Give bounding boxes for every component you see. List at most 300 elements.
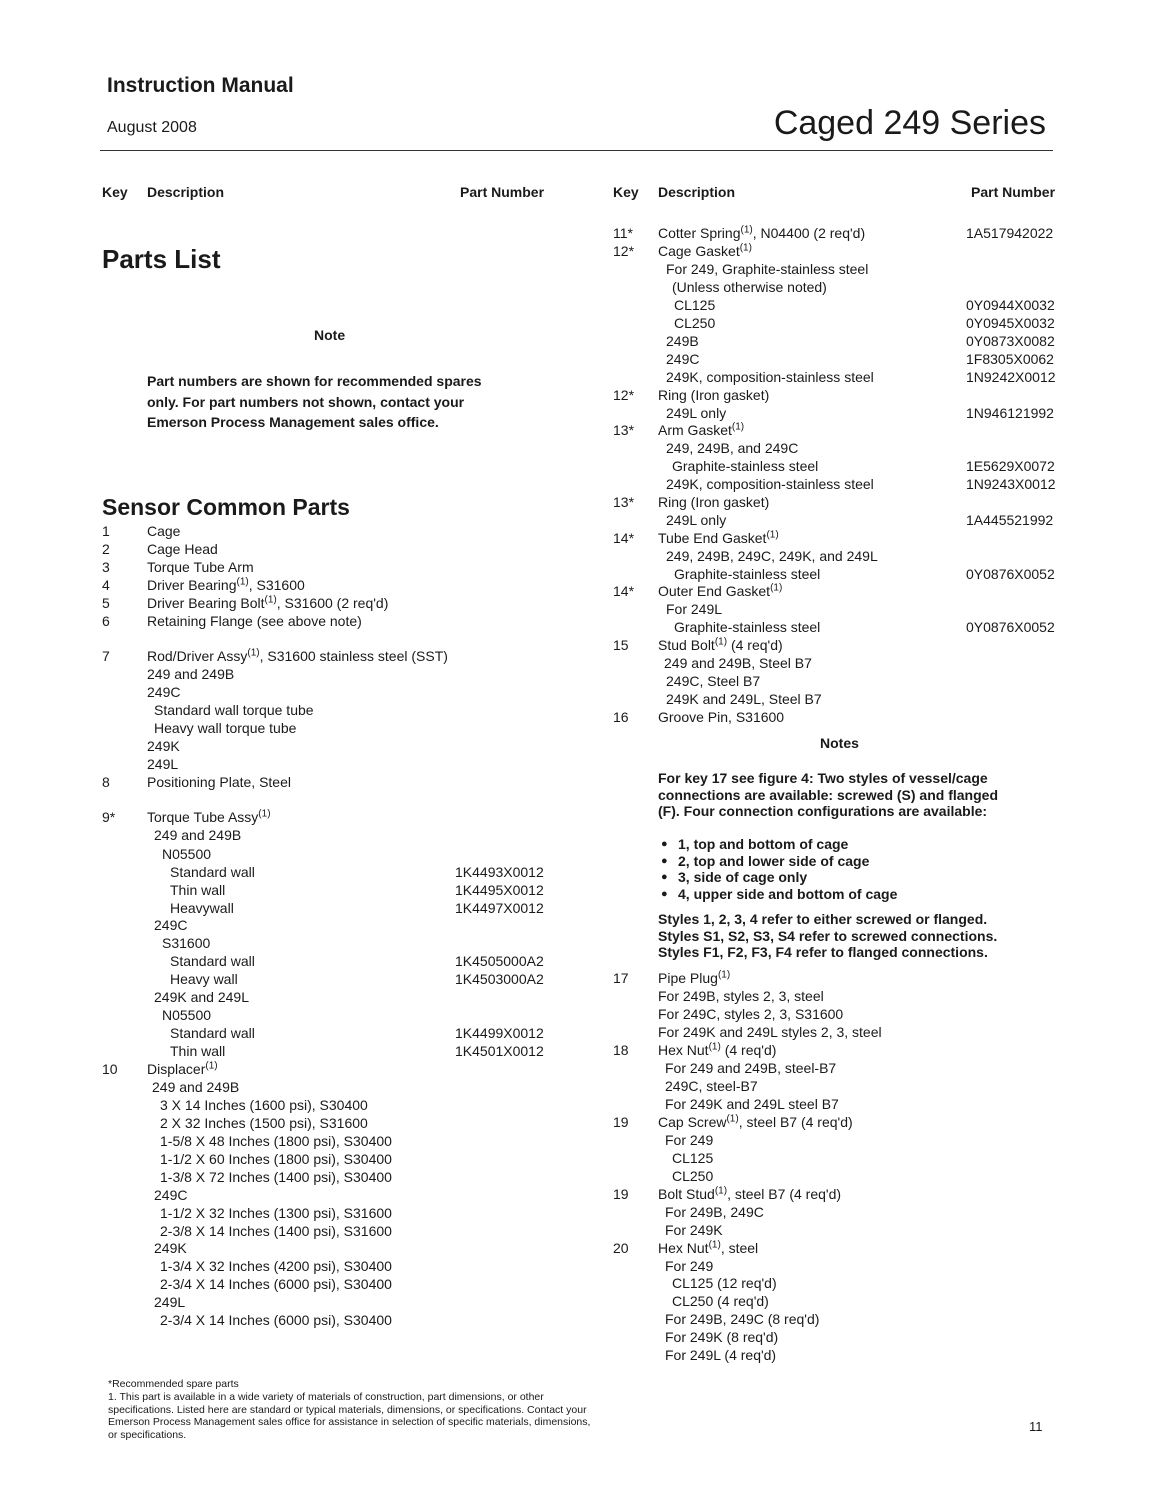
row-part-number: 1N946121992	[966, 405, 1054, 421]
footnote-ref: (1)	[258, 808, 271, 820]
left-description-header: Description	[147, 184, 225, 200]
footnote-ref: (1)	[717, 969, 731, 981]
table-row	[102, 1186, 555, 1204]
row-description	[672, 1149, 713, 1167]
row-part-number: 0Y0944X0032	[966, 297, 1055, 313]
row-description-suffix: , steel	[720, 1240, 759, 1256]
row-part-number: 0Y0876X0052	[966, 566, 1055, 582]
table-row	[613, 987, 1066, 1005]
row-key: 11*	[613, 225, 633, 241]
row-description-suffix: , S31600 (2 req'd)	[276, 595, 389, 611]
row-description	[666, 600, 722, 618]
footnote-ref: (1)	[731, 421, 745, 433]
row-description	[658, 386, 769, 404]
table-row	[613, 618, 1066, 636]
table-row	[102, 701, 555, 719]
row-description-text: Stud Bolt	[658, 637, 715, 653]
table-row	[102, 934, 555, 952]
table-row	[102, 899, 555, 917]
row-description	[666, 511, 726, 529]
table-row	[613, 278, 1066, 296]
table-row	[613, 969, 1066, 987]
row-description	[160, 1168, 392, 1186]
table-row	[102, 970, 555, 988]
footnote-ref: (1)	[247, 647, 260, 659]
connection-config-item: ● 2, top and lower side of cage	[658, 853, 1018, 870]
table-row	[613, 1257, 1066, 1275]
table-row	[102, 683, 555, 701]
row-description-text: Driver Bearing Bolt	[147, 595, 265, 611]
row-description-text: 249L	[154, 1294, 186, 1310]
row-description-text: For 249	[665, 1258, 714, 1274]
left-part-number-header: Part Number	[460, 184, 545, 200]
row-key: 8	[102, 774, 110, 790]
row-description-text: For 249B, styles 2, 3, steel	[658, 988, 824, 1004]
table-row	[613, 708, 1066, 726]
table-row	[102, 1311, 555, 1329]
table-row	[102, 665, 555, 683]
footnote-ref: (1)	[714, 1185, 728, 1197]
connection-config-item: ● 3, side of cage only	[658, 869, 1018, 886]
row-description	[160, 1150, 392, 1168]
row-key: 14*	[613, 530, 635, 546]
footnote-ref: (1)	[726, 1113, 739, 1125]
right-part-number-header: Part Number	[971, 184, 1056, 200]
notes-paragraph-1: For key 17 see figure 4: Two styles of vessel/cage connections are available: screwed (S) and flanged (F). Four connection configurations are available:	[658, 770, 998, 819]
row-key: 14*	[613, 583, 635, 599]
row-description	[658, 493, 769, 511]
table-row	[613, 582, 1066, 600]
row-description	[672, 278, 827, 296]
row-description	[160, 1311, 392, 1329]
table-row	[613, 296, 1066, 314]
row-key: 3	[102, 559, 110, 575]
row-key: 15	[613, 637, 629, 653]
publication-date: August 2008	[107, 119, 197, 136]
table-row	[102, 647, 555, 665]
row-key: 19	[613, 1186, 629, 1202]
row-description-text: Thin wall	[170, 882, 226, 898]
table-row	[613, 1203, 1066, 1221]
table-row	[102, 1024, 555, 1042]
row-description-text: Rod/Driver Assy	[147, 648, 248, 664]
row-part-number: 1K4499X0012	[455, 1025, 544, 1041]
table-row	[102, 755, 555, 773]
row-description	[666, 672, 760, 690]
row-description-text: Hex Nut	[658, 1240, 709, 1256]
row-description	[170, 899, 234, 917]
row-description	[170, 1024, 255, 1042]
table-row	[102, 1150, 555, 1168]
row-part-number: 1N9243X0012	[966, 476, 1056, 492]
row-description	[658, 242, 752, 260]
table-row	[102, 540, 555, 558]
row-description-text: 249C	[154, 917, 188, 933]
row-description-text: 249 and 249B, Steel B7	[664, 655, 812, 671]
table-row	[102, 594, 555, 612]
table-row	[613, 1059, 1066, 1077]
row-description-text: Retaining Flange (see above note)	[147, 613, 362, 629]
row-description-text: Standard wall	[170, 864, 255, 880]
table-row	[613, 1185, 1066, 1203]
row-key: 20	[613, 1240, 629, 1256]
row-description-text: For 249K	[665, 1222, 723, 1238]
table-row	[613, 457, 1066, 475]
row-key: 7	[102, 648, 110, 664]
row-description	[162, 1006, 211, 1024]
row-key: 2	[102, 541, 110, 557]
notes-paragraph-2: Styles 1, 2, 3, 4 refer to either screwed or flanged. Styles S1, S2, S3, S4 refer to screwed connections. Styles F1, F2, F3, F4 refer to flanged connections.	[658, 911, 998, 960]
row-description-text: CL250	[672, 1168, 714, 1184]
row-description-text: 249 and 249B	[147, 666, 235, 682]
row-description-text: 249 and 249B	[152, 1079, 240, 1095]
row-description	[154, 719, 296, 737]
row-description	[665, 1059, 836, 1077]
table-row	[102, 522, 555, 540]
table-row	[613, 1167, 1066, 1185]
row-description	[666, 368, 874, 386]
row-description	[170, 1042, 225, 1060]
table-row	[613, 332, 1066, 350]
table-row	[102, 612, 555, 630]
row-description	[672, 1167, 713, 1185]
manual-label: Instruction Manual	[107, 74, 294, 97]
page-number: 11	[1029, 1419, 1043, 1434]
row-description	[666, 475, 874, 493]
table-row	[613, 1095, 1066, 1113]
row-description-text: For 249C, styles 2, 3, S31600	[658, 1006, 844, 1022]
row-description-text: N05500	[162, 1007, 212, 1023]
row-description	[674, 618, 820, 636]
table-row	[613, 565, 1066, 583]
table-row	[613, 672, 1066, 690]
row-description-suffix: , steel B7 (4 req'd)	[727, 1186, 842, 1202]
row-description	[147, 558, 254, 576]
row-description	[147, 683, 180, 701]
row-description-text: 2 X 32 Inches (1500 psi), S31600	[160, 1115, 368, 1131]
row-description	[160, 1114, 368, 1132]
table-row	[613, 386, 1066, 404]
row-description-text: Heavy wall torque tube	[154, 720, 297, 736]
row-key: 17	[613, 970, 629, 986]
row-description-text: 3 X 14 Inches (1600 psi), S30400	[160, 1097, 368, 1113]
table-row	[613, 314, 1066, 332]
row-description	[674, 296, 715, 314]
row-description-text: CL125	[674, 297, 716, 313]
row-description-text: 249C	[154, 1187, 188, 1203]
header-divider	[100, 150, 1053, 151]
row-description-text: For 249L	[666, 601, 723, 617]
row-description	[665, 1328, 778, 1346]
table-row	[102, 1275, 555, 1293]
row-description-text: 2-3/4 X 14 Inches (6000 psi), S30400	[160, 1312, 392, 1328]
row-description-text: 249, 249B, and 249C	[666, 440, 799, 456]
row-description-text: Thin wall	[170, 1043, 226, 1059]
row-description-text: Graphite-stainless steel	[674, 619, 821, 635]
row-part-number: 0Y0945X0032	[966, 315, 1055, 331]
row-description-suffix: (4 req'd)	[727, 637, 783, 653]
row-description-text: 249 and 249B	[154, 827, 242, 843]
row-description	[147, 540, 218, 558]
table-row	[102, 988, 555, 1006]
row-description	[666, 260, 868, 278]
row-description	[147, 755, 178, 773]
row-description-text: 249C, steel-B7	[665, 1078, 758, 1094]
row-description-suffix: , S31600	[248, 577, 305, 593]
row-description-text: Driver Bearing	[147, 577, 237, 593]
row-description-text: Heavy wall	[170, 971, 238, 987]
row-part-number: 1K4503000A2	[455, 971, 544, 987]
footnote	[108, 1378, 598, 1442]
row-description-text: Cage Gasket	[658, 243, 740, 259]
row-description-text: Positioning Plate, Steel	[147, 774, 291, 790]
connection-config-item: ● 4, upper side and bottom of cage	[658, 886, 1018, 903]
sensor-common-parts-title: Sensor Common Parts	[102, 494, 350, 520]
row-description	[147, 576, 305, 594]
row-part-number: 0Y0876X0052	[966, 619, 1055, 635]
row-key: 12*	[613, 243, 635, 259]
row-part-number: 1K4495X0012	[455, 882, 544, 898]
row-description-suffix: , N04400 (2 req'd)	[752, 225, 866, 241]
row-key: 19	[613, 1114, 629, 1130]
row-description-text: Torque Tube Assy	[147, 809, 259, 825]
row-description-text: Standard wall	[170, 953, 255, 969]
row-description	[672, 1292, 769, 1310]
row-description	[658, 421, 744, 439]
row-description	[658, 224, 865, 242]
row-description	[160, 1222, 392, 1240]
table-row	[102, 826, 555, 844]
row-description	[666, 350, 699, 368]
row-description-text: For 249	[665, 1132, 714, 1148]
row-description-text: 1-5/8 X 48 Inches (1800 psi), S30400	[160, 1133, 392, 1149]
table-row	[613, 1005, 1066, 1023]
row-key: 5	[102, 595, 110, 611]
table-row	[613, 529, 1066, 547]
table-row	[613, 654, 1066, 672]
row-part-number: 1K4497X0012	[455, 900, 544, 916]
footnote-ref: (1)	[264, 594, 277, 606]
row-part-number: 1K4493X0012	[455, 864, 544, 880]
table-row	[102, 1257, 555, 1275]
footnote-ref: (1)	[766, 529, 779, 541]
row-description-text: 249, 249B, 249C, 249K, and 249L	[666, 548, 878, 564]
row-description	[147, 773, 291, 791]
row-description	[658, 1185, 841, 1203]
row-description	[154, 1186, 187, 1204]
row-description-text: Heavywall	[170, 900, 234, 916]
row-description	[170, 881, 225, 899]
row-description	[154, 1239, 187, 1257]
row-description	[147, 1060, 218, 1078]
table-row	[102, 1239, 555, 1257]
row-description-text: 249L only	[666, 405, 727, 421]
table-row	[102, 1078, 555, 1096]
table-row	[613, 1328, 1066, 1346]
row-description	[674, 565, 820, 583]
row-key: 1	[102, 523, 110, 539]
row-description	[665, 1131, 713, 1149]
row-part-number: 1A517942022	[966, 225, 1054, 241]
row-description-text: Ring (Iron gasket)	[658, 494, 770, 510]
table-row	[102, 881, 555, 899]
row-description-text: Hex Nut	[658, 1042, 709, 1058]
row-description-text: 249K	[147, 738, 180, 754]
row-key: 10	[102, 1061, 118, 1077]
row-description-text: Standard wall	[170, 1025, 255, 1041]
row-description	[672, 457, 818, 475]
footnote-ref: (1)	[740, 224, 753, 236]
row-description-text: CL125 (12 req'd)	[672, 1275, 777, 1291]
table-row	[102, 1168, 555, 1186]
row-description-text: 249K, composition-stainless steel	[666, 369, 874, 385]
table-row	[613, 690, 1066, 708]
table-row	[613, 1346, 1066, 1364]
table-row	[613, 475, 1066, 493]
row-description-text: 1-1/2 X 60 Inches (1800 psi), S30400	[160, 1151, 392, 1167]
table-row	[102, 1096, 555, 1114]
row-description-text: 249C, Steel B7	[666, 673, 761, 689]
row-description	[666, 547, 878, 565]
row-part-number: 1E5629X0072	[966, 458, 1055, 474]
table-row	[102, 1222, 555, 1240]
row-description-text: For 249 and 249B, steel-B7	[665, 1060, 837, 1076]
table-row	[613, 1274, 1066, 1292]
row-description-text: 249C	[147, 684, 181, 700]
row-description	[665, 1257, 713, 1275]
row-description	[160, 1132, 392, 1150]
row-description-text: Groove Pin, S31600	[658, 709, 785, 725]
row-description-text: Arm Gasket	[658, 422, 732, 438]
table-row	[102, 916, 555, 934]
table-row	[613, 600, 1066, 618]
table-row	[102, 1006, 555, 1024]
row-description	[162, 934, 210, 952]
table-row	[613, 1113, 1066, 1131]
row-description	[666, 404, 726, 422]
footnote-ref: (1)	[739, 242, 752, 254]
row-description	[666, 439, 798, 457]
row-description	[665, 1310, 819, 1328]
table-row	[613, 1131, 1066, 1149]
row-description	[154, 701, 314, 719]
table-row	[102, 558, 555, 576]
row-description-text: 249K, composition-stainless steel	[666, 476, 874, 492]
row-description-text: Cage Head	[147, 541, 218, 557]
row-key: 4	[102, 577, 110, 593]
row-description-text: Outer End Gasket	[658, 583, 771, 599]
row-description-text: Displacer	[147, 1061, 206, 1077]
table-row	[613, 1023, 1066, 1041]
right-description-header: Description	[658, 184, 736, 200]
table-row	[102, 808, 555, 826]
table-row	[102, 773, 555, 791]
row-description-text: 2-3/8 X 14 Inches (1400 psi), S31600	[160, 1223, 392, 1239]
row-key: 16	[613, 709, 629, 725]
row-part-number: 1F8305X0062	[966, 351, 1054, 367]
row-description	[658, 1005, 843, 1023]
table-row	[613, 1221, 1066, 1239]
row-description	[674, 314, 715, 332]
table-row	[102, 737, 555, 755]
row-description-text: N05500	[162, 846, 212, 862]
row-description-suffix: , steel B7 (4 req'd)	[738, 1114, 853, 1130]
row-description	[147, 612, 362, 630]
footnote-ref: (1)	[205, 1060, 218, 1072]
row-key: 12*	[613, 387, 635, 403]
notes-heading: Notes	[820, 735, 859, 751]
row-description-text: 249L only	[666, 512, 727, 528]
table-row	[102, 952, 555, 970]
row-description	[665, 1221, 723, 1239]
row-description-text: Cotter Spring	[658, 225, 741, 241]
footnote-ref: (1)	[236, 576, 249, 588]
row-description-text: For 249K (8 req'd)	[665, 1329, 779, 1345]
table-row	[613, 1292, 1066, 1310]
row-description-text: For 249, Graphite-stainless steel	[666, 261, 869, 277]
row-description-text: Bolt Stud	[658, 1186, 715, 1202]
row-description	[147, 808, 271, 826]
table-row	[102, 719, 555, 737]
table-row	[102, 1204, 555, 1222]
document-title: Caged 249 Series	[773, 104, 1046, 142]
table-row	[613, 493, 1066, 511]
row-description-text: 249K and 249L	[154, 989, 249, 1005]
row-description-text: Tube End Gasket	[658, 530, 767, 546]
row-description	[665, 1095, 839, 1113]
table-row	[613, 242, 1066, 260]
note-body: Part numbers are shown for recommended spares only. For part numbers not shown, contact your Emerson Process Management sales office.	[147, 373, 482, 430]
row-description	[170, 970, 238, 988]
row-description-text: 249K and 249L, Steel B7	[666, 691, 822, 707]
row-description-text: For 249L (4 req'd)	[665, 1347, 777, 1363]
row-description-suffix: , S31600 stainless steel (SST)	[259, 648, 448, 664]
row-key: 13*	[613, 422, 635, 438]
table-row	[613, 1077, 1066, 1095]
row-description-text: CL250 (4 req'd)	[672, 1293, 769, 1309]
row-description	[658, 1023, 882, 1041]
row-description	[147, 647, 448, 665]
row-description	[658, 1239, 758, 1257]
row-key: 9*	[102, 809, 116, 825]
footnote-ref: (1)	[708, 1239, 721, 1251]
row-description-text: Graphite-stainless steel	[674, 566, 821, 582]
row-description	[666, 332, 699, 350]
row-description-text: 1-1/2 X 32 Inches (1300 psi), S31600	[160, 1205, 392, 1221]
table-row	[613, 404, 1066, 422]
table-row	[613, 350, 1066, 368]
footnote-materials: 1. This part is available in a wide variety of materials of construction, part dimensions, or other specifications. Listed here are standard or typical materials, dimensions, or specifications. Contact your Emerson Process Management sales office for assistance in selection of specific materials, dimensions, or specifications.	[108, 1390, 591, 1442]
row-description	[672, 1274, 777, 1292]
row-description	[154, 988, 249, 1006]
row-part-number: 1N9242X0012	[966, 369, 1056, 385]
table-row	[102, 845, 555, 863]
table-row	[613, 1041, 1066, 1059]
row-description	[664, 654, 812, 672]
row-description	[160, 1096, 368, 1114]
table-row	[613, 224, 1066, 242]
footnote-recommended-spares: *Recommended spare parts	[108, 1378, 239, 1390]
row-description	[147, 665, 234, 683]
row-key: 13*	[613, 494, 635, 510]
table-row	[613, 421, 1066, 439]
row-description-text: For 249K and 249L styles 2, 3, steel	[658, 1024, 882, 1040]
row-description	[658, 969, 730, 987]
row-description	[658, 1113, 853, 1131]
table-row	[102, 1293, 555, 1311]
row-description	[147, 737, 180, 755]
row-description	[665, 1346, 776, 1364]
